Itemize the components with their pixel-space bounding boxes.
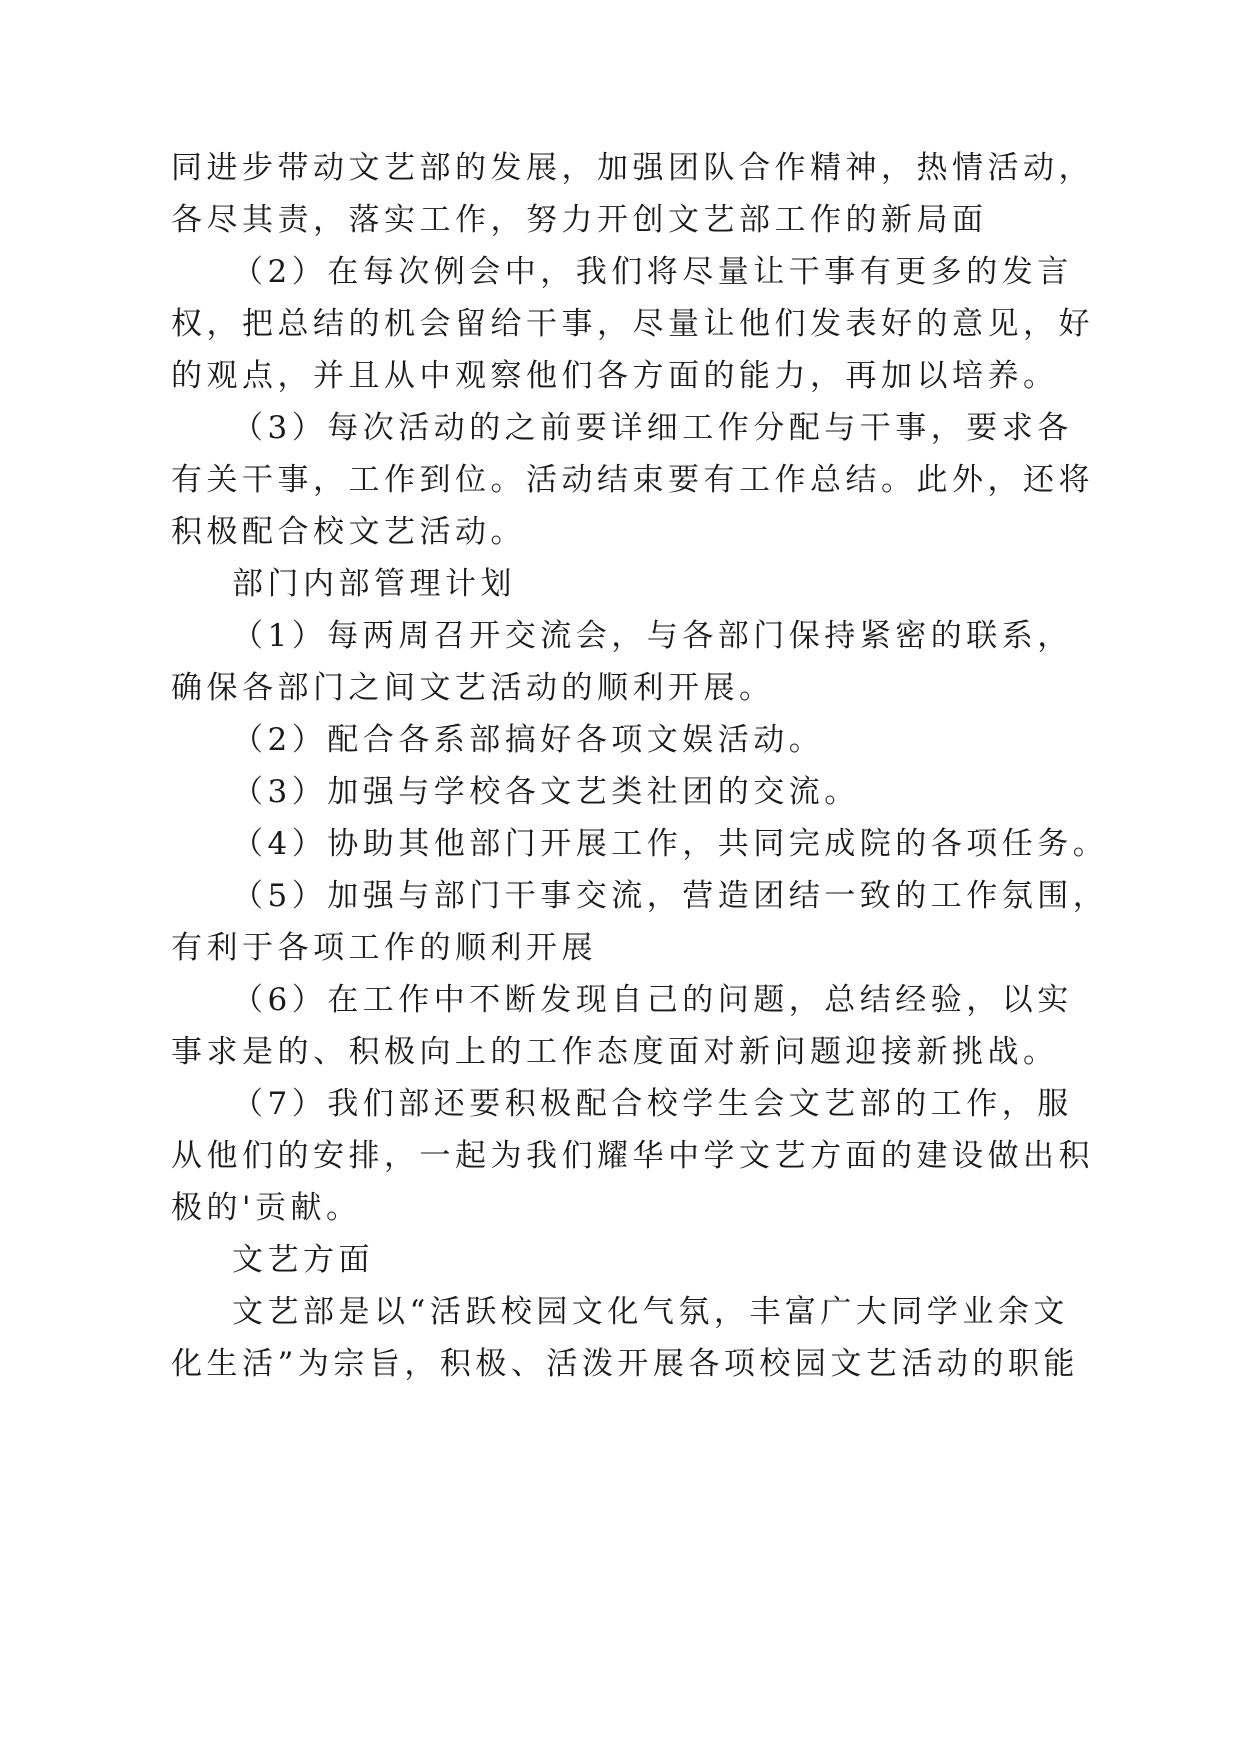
text-line: 各尽其责，落实工作，努力开创文艺部工作的新局面 bbox=[171, 202, 988, 238]
text-line: 的观点，并且从中观察他们各方面的能力，再加以培养。 bbox=[171, 358, 1059, 394]
text-line: 权，把总结的机会留给干事，尽量让他们发表好的意见，好 bbox=[171, 306, 1094, 342]
text-line: （3）每次活动的之前要详细工作分配与干事，要求各 bbox=[232, 410, 1073, 446]
text-line: （2）在每次例会中，我们将尽量让干事有更多的发言 bbox=[232, 254, 1073, 290]
text-line: 极的'贡献。 bbox=[171, 1190, 362, 1226]
text-line: 同进步带动文艺部的发展，加强团队合作精神，热情活动， bbox=[171, 150, 1094, 186]
text-line: 积极配合校文艺活动。 bbox=[171, 514, 526, 550]
text-line: 有关干事，工作到位。活动结束要有工作总结。此外，还将 bbox=[171, 462, 1094, 498]
text-line: 确保各部门之间文艺活动的顺利开展。 bbox=[171, 670, 775, 706]
text-line: （1）每两周召开交流会，与各部门保持紧密的联系， bbox=[232, 618, 1073, 654]
text-line: 化生活”为宗旨，积极、活泼开展各项校园文艺活动的职能 bbox=[171, 1346, 1079, 1382]
section-heading: 文艺方面 bbox=[232, 1242, 374, 1278]
text-line: （5）加强与部门干事交流，营造团结一致的工作氛围， bbox=[232, 878, 1109, 914]
text-line: 有利于各项工作的顺利开展 bbox=[171, 930, 597, 966]
text-line: 事求是的、积极向上的工作态度面对新问题迎接新挑战。 bbox=[171, 1034, 1059, 1070]
text-line: （7）我们部还要积极配合校学生会文艺部的工作，服 bbox=[232, 1086, 1073, 1122]
text-line: （2）配合各系部搞好各项文娱活动。 bbox=[232, 722, 825, 758]
text-line: 从他们的安排，一起为我们耀华中学文艺方面的建设做出积 bbox=[171, 1138, 1094, 1174]
text-line: （6）在工作中不断发现自己的问题，总结经验，以实 bbox=[232, 982, 1073, 1018]
text-line: （4）协助其他部门开展工作，共同完成院的各项任务。 bbox=[232, 826, 1109, 862]
text-line: 文艺部是以“活跃校园文化气氛，丰富广大同学业余文 bbox=[232, 1294, 1069, 1330]
section-heading: 部门内部管理计划 bbox=[232, 566, 516, 602]
text-line: （3）加强与学校各文艺类社团的交流。 bbox=[232, 774, 860, 810]
